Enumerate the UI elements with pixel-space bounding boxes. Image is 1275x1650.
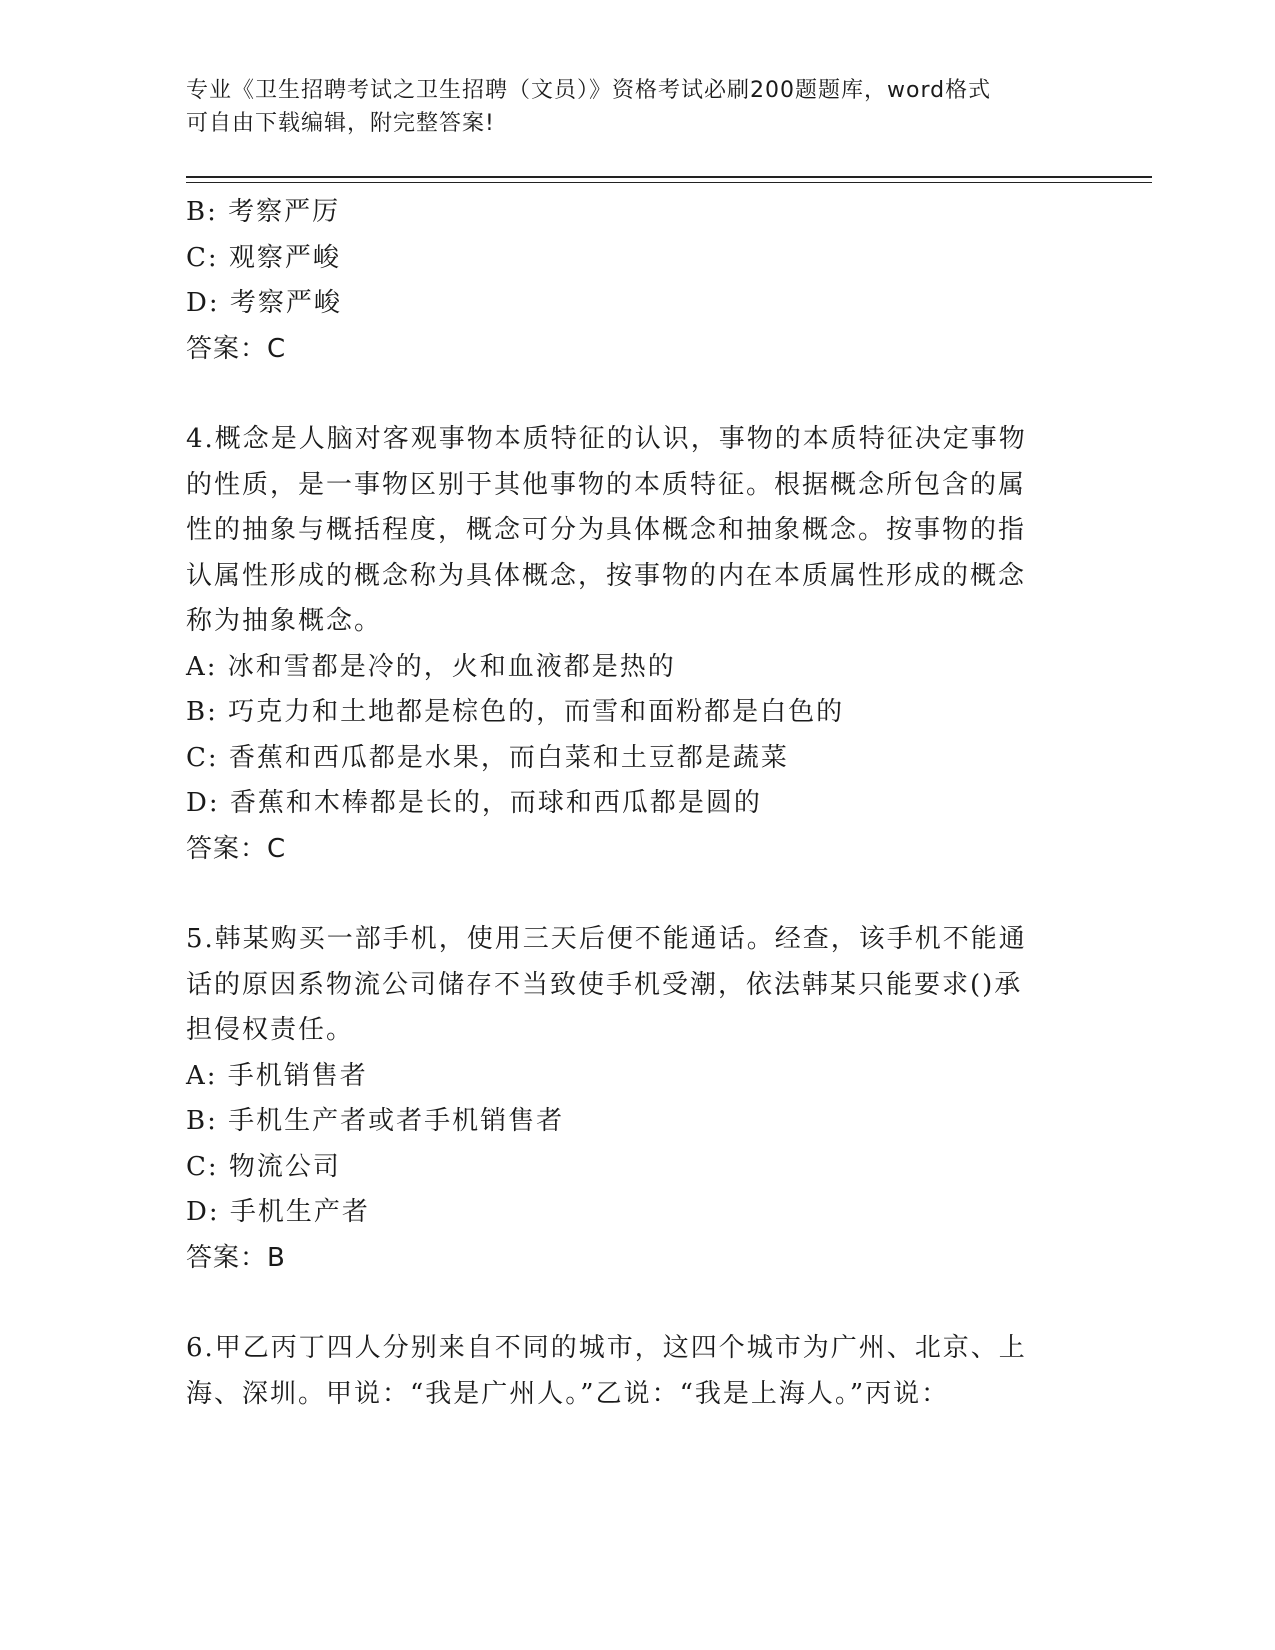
- question-5: [186, 917, 1066, 1281]
- stem-line: 认属性形成的概念称为具体概念，按事物的内在本质属性形成的概念: [186, 560, 1027, 591]
- question-stem: [186, 1326, 1066, 1417]
- header-title-line-1: 专业《卫生招聘考试之卫生招聘（文员）》资格考试必刷200题题库，word格式: [186, 78, 992, 103]
- header-divider-thin: [186, 182, 1152, 183]
- stem-line: 6.甲乙丙丁四人分别来自不同的城市，这四个城市为广州、北京、上: [186, 1333, 1027, 1363]
- option-c: C: 香蕉和西瓜都是水果，而白菜和土豆都是蔬菜: [186, 742, 789, 773]
- option-c: C: 观察严峻: [186, 242, 341, 273]
- answer-line: 答案：C: [186, 333, 287, 364]
- question-4: [186, 417, 1066, 872]
- option-b: B: 巧克力和土地都是棕色的，而雪和面粉都是白色的: [186, 697, 845, 727]
- option-a: A: 冰和雪都是冷的，火和血液都是热的: [186, 651, 676, 682]
- stem-line: 担侵权责任。: [186, 1015, 355, 1045]
- option-d: D: 考察严峻: [186, 288, 342, 318]
- option-c: C: 物流公司: [186, 1151, 341, 1182]
- stem-line: 话的原因系物流公司储存不当致使手机受潮，依法韩某只能要求()承: [186, 969, 1023, 1000]
- stem-line: 的性质，是一事物区别于其他事物的本质特征。根据概念所包含的属: [186, 469, 1027, 500]
- option-b: B: 考察严厉: [186, 197, 341, 227]
- question-3-tail: [186, 190, 1066, 372]
- option-a: A: 手机销售者: [186, 1060, 368, 1091]
- header-title-line-2: 可自由下载编辑，附完整答案!: [186, 111, 495, 136]
- answer-line: 答案：C: [186, 833, 287, 864]
- question-6: [186, 1326, 1066, 1417]
- option-b: B: 手机生产者或者手机销售者: [186, 1106, 565, 1136]
- answer-line: 答案：B: [186, 1242, 286, 1273]
- stem-line: 称为抽象概念。: [186, 606, 383, 636]
- question-stem: [186, 417, 1066, 645]
- document-header: [186, 74, 1066, 140]
- question-stem: [186, 917, 1066, 1054]
- option-d: D: 香蕉和木棒都是长的，而球和西瓜都是圆的: [186, 788, 762, 818]
- stem-line: 5.韩某购买一部手机，使用三天后便不能通话。经查，该手机不能通: [186, 924, 1027, 954]
- option-d: D: 手机生产者: [186, 1197, 370, 1227]
- stem-line: 性的抽象与概括程度，概念可分为具体概念和抽象概念。按事物的指: [186, 515, 1027, 545]
- stem-line: 海、深圳。甲说：“我是广州人。”乙说：“我是上海人。”丙说：: [186, 1378, 950, 1409]
- stem-line: 4.概念是人脑对客观事物本质特征的认识，事物的本质特征决定事物: [186, 424, 1027, 454]
- header-divider-thick: [186, 176, 1152, 178]
- document-body: [186, 190, 1066, 1417]
